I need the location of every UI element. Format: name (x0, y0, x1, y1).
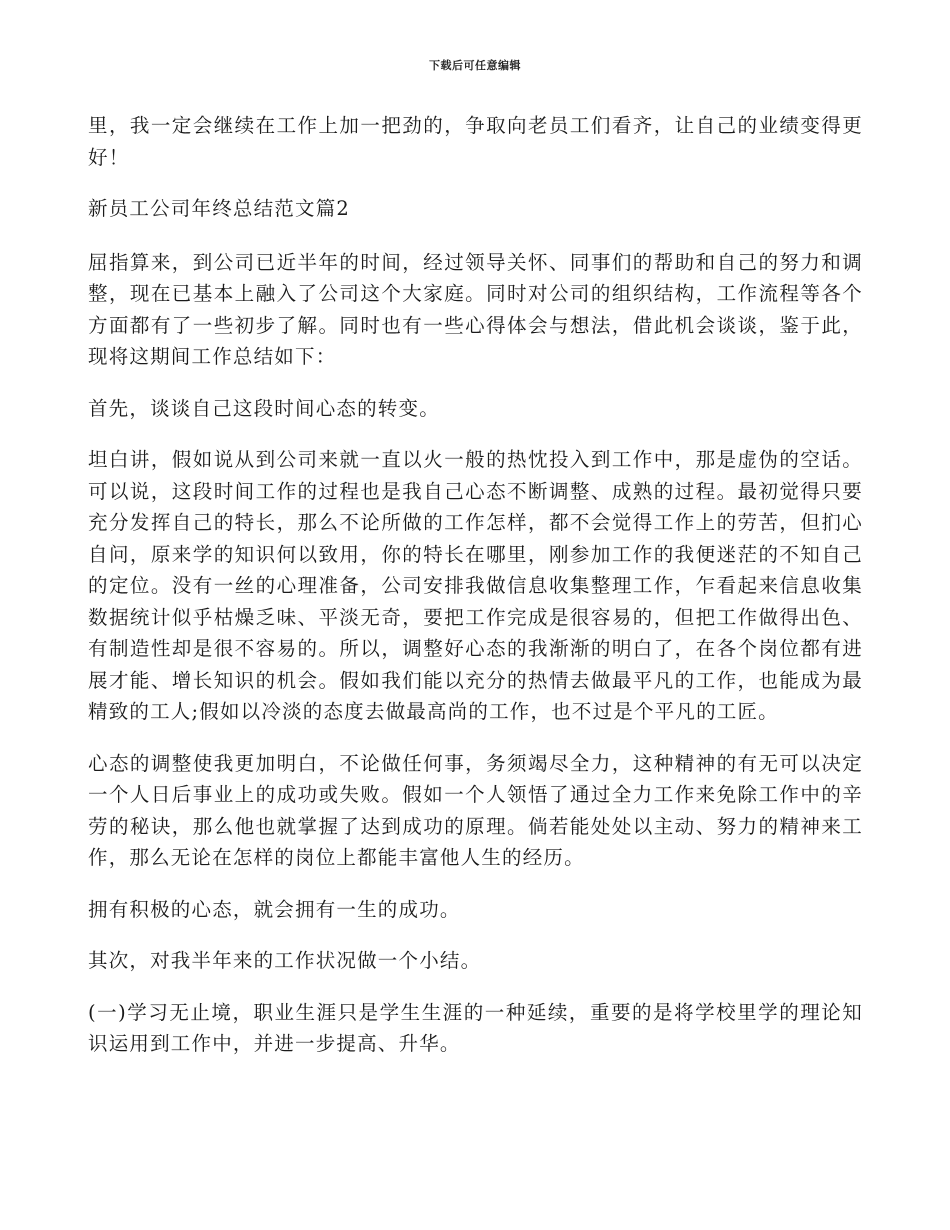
paragraph-positive: 拥有积极的心态，就会拥有一生的成功。 (88, 897, 461, 921)
paragraph-intro: 屈指算来，到公司已近半年的时间，经过领导关怀、同事们的帮助和自己的努力和调整，现在已基本上融入了公司这个大家庭。同时对公司的组织结构，工作流程等各个方面都有了一些初步了解。同时也有一些心得体会与想法，借此机会谈谈，鉴于此，现将这期间工作总结如下： (88, 250, 863, 368)
page-header: 下载后可任意编辑 (429, 59, 521, 72)
paragraph-second-point: 其次，对我半年来的工作状况做一个小结。 (88, 949, 482, 972)
paragraph-item-one: (一)学习无止境，职业生涯只是学生生涯的一种延续，重要的是将学校里学的理论知识运用到工作中，并进一步提高、升华。 (88, 1000, 863, 1055)
document-body (88, 110, 863, 1080)
paragraph-first-point: 首先，谈谈自己这段时间心态的转变。 (88, 396, 440, 420)
paragraph-adjustment: 心态的调整使我更加明白，不论做任何事，务须竭尽全力，这种精神的有无可以决定一个人日后事业上的成功或失败。假如一个人领悟了通过全力工作来免除工作中的辛劳的秘诀，那么他也就掌握了达到成功的原理。倘若能处处以主动、努力的精神来工作，那么无论在怎样的岗位上都能丰富他人生的经历。 (88, 751, 863, 869)
paragraph-mindset: 坦白讲，假如说从到公司来就一直以火一般的热忱投入到工作中，那是虚伪的空话。可以说，这段时间工作的过程也是我自己心态不断调整、成熟的过程。最初觉得只要充分发挥自己的特长，那么不论所做的工作怎样，都不会觉得工作上的劳苦，但扪心自问，原来学的知识何以致用，你的特长在哪里，刚参加工作的我便迷茫的不知自己的定位。没有一丝的心理准备，公司安排我做信息收集整理工作，乍看起来信息收集数据统计似乎枯燥乏味、平淡无奇，要把工作完成是很容易的，但把工作做得出色、有制造性却是很不容易的。所以，调整好心态的我渐渐的明白了，在各个岗位都有进展才能、增长知识的机会。假如我们能以充分的热情去做最平凡的工作，也能成为最精致的工人;假如以冷淡的态度去做最高尚的工作，也不过是个平凡的工匠。 (88, 448, 863, 723)
paragraph-continuation: 里，我一定会继续在工作上加一把劲的，争取向老员工们看齐，让自己的业绩变得更好！ (88, 114, 863, 169)
section-title: 新员工公司年终总结范文篇2 (88, 197, 351, 220)
